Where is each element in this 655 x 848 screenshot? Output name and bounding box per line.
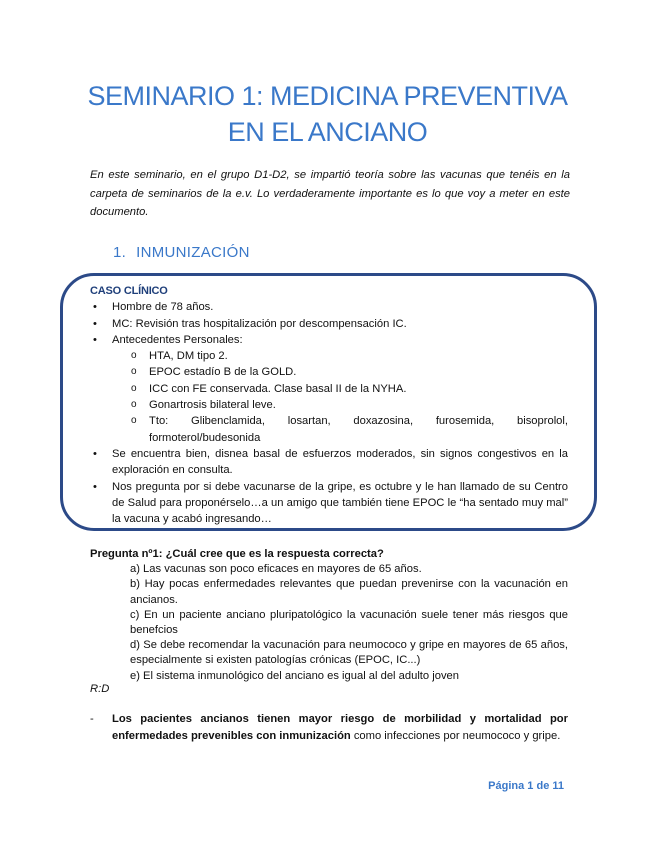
case-subitem: o ICC con FE conservada. Clase basal II de la NYHA. xyxy=(90,381,568,397)
case-subitem: o Gonartrosis bilateral leve. xyxy=(90,397,568,413)
question-option: a) Las vacunas son poco eficaces en mayores de 65 años. xyxy=(130,563,422,576)
title-line-2: EN EL ANCIANO xyxy=(227,117,428,147)
case-bullet-mc: • MC: Revisión tras hospitalización por descompensación IC. xyxy=(90,316,568,332)
question-option: d) Se debe recomendar la vacunación para neumococo y gripe en mayores de 65 años, especialmente si existen patologías crónicas (EPOC, IC...) xyxy=(130,639,568,667)
case-bullet-antecedentes: • Antecedentes Personales: xyxy=(90,332,568,348)
case-bullet-question: • Nos pregunta por si debe vacunarse de la gripe, es octubre y le han llamado de su Centro de Salud para proponérselo…a un amigo que también tiene EPOC le “ha sentado muy mal” la vacuna y acabó ingresando… xyxy=(90,479,568,528)
question-title: Pregunta nº1: ¿Cuál cree que es la respuesta correcta? xyxy=(90,548,384,560)
clinical-case-title: CASO CLÍNICO xyxy=(90,285,168,297)
summary-bold-text: Los pacientes ancianos tienen mayor riesgo de morbilidad y mortalidad por enfermedades prevenibles con inmunización xyxy=(112,713,568,742)
case-subitem: o EPOC estadío B de la GOLD. xyxy=(90,364,568,380)
summary-normal-text: como infecciones por neumococo y gripe. xyxy=(350,730,561,742)
answer-label: R:D xyxy=(90,683,110,695)
clinical-case-content xyxy=(90,283,568,527)
document-title xyxy=(60,78,595,150)
section-heading xyxy=(113,244,250,261)
question-option: e) El sistema inmunológico del anciano es igual al del adulto joven xyxy=(130,669,459,682)
tto-line-1: o Tto: Glibenclamida, losartan, doxazosina, furosemida, bisoprolol, xyxy=(149,415,568,428)
title-line-1: SEMINARIO 1: MEDICINA PREVENTIVA xyxy=(87,81,568,111)
tto-line-2: formoterol/budesonida xyxy=(149,431,261,444)
summary-text xyxy=(112,711,568,745)
question-block xyxy=(90,547,568,684)
case-subitem: o HTA, DM tipo 2. xyxy=(90,348,568,364)
section-title: INMUNIZACIÓN xyxy=(136,244,250,261)
question-option: b) Hay pocas enfermedades relevantes que puedan prevenirse con la vacunación en ancianos. xyxy=(130,578,568,606)
page-number: Página 1 de 11 xyxy=(488,780,564,792)
section-number: 1. xyxy=(113,244,127,261)
question-option: c) En un paciente anciano pluripatológico la vacunación suele tener más riesgos que benefcios xyxy=(130,608,568,637)
case-subitem-tto xyxy=(90,413,568,446)
case-bullet-exam: • Se encuentra bien, disnea basal de esfuerzos moderados, sin signos congestivos en la exploración en consulta. xyxy=(90,446,568,479)
case-bullet-age: • Hombre de 78 años. xyxy=(90,299,568,315)
summary-dash: - xyxy=(90,713,94,725)
intro-paragraph: En este seminario, en el grupo D1-D2, se impartió teoría sobre las vacunas que tenéis en la carpeta de seminarios de la e.v. Lo verdaderamente importante es lo que voy a meter en este documento. xyxy=(90,169,570,218)
summary-item xyxy=(90,711,568,745)
